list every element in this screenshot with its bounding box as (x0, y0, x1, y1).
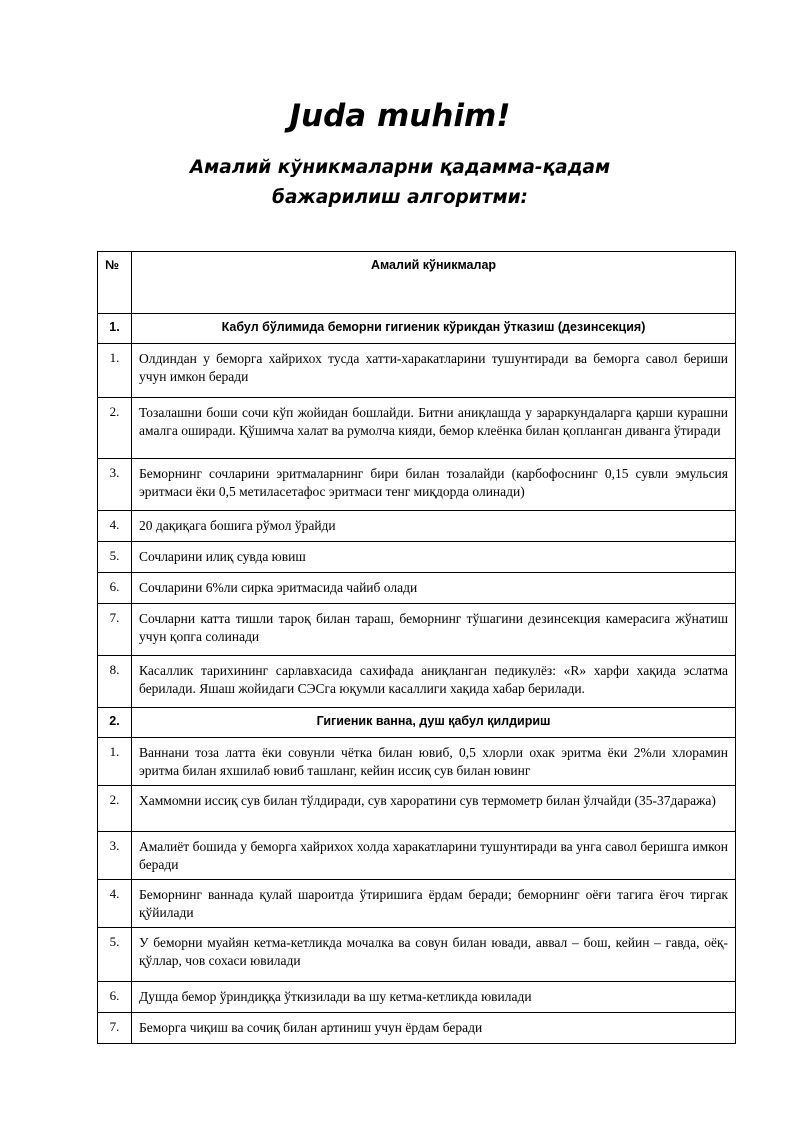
section-row (98, 708, 736, 738)
section-number: 2. (98, 708, 132, 738)
step-text: Олдиндан у беморга хайрихох тусда хатти-харакатларини тушунтиради ва беморга савол бериши учун имкон беради (132, 344, 736, 398)
section-title: Кабул бўлимида беморни гигиеник кўрикдан ўтказиш (дезинсекция) (132, 314, 736, 344)
table-row (98, 604, 736, 656)
step-text: У беморни муайян кетма-кетликда мочалка ва совун билан ювади, аввал – бош, кейин – гавда, оёқ-қўллар, чов сохаси ювилади (132, 928, 736, 982)
step-number: 8. (98, 656, 132, 708)
step-text: Сочларини 6%ли сирка эритмасида чайиб олади (132, 573, 736, 604)
step-number: 4. (98, 880, 132, 928)
step-number: 4. (98, 511, 132, 542)
table-row (98, 880, 736, 928)
step-text: Касаллик тарихининг сарлавхасида сахифада аниқланган педикулёз: «R» харфи хақида эслатма берилади. Яшаш жойидаги СЭСга юқумли касаллиги хақида хабар берилади. (132, 656, 736, 708)
table-row (98, 542, 736, 573)
section-row (98, 314, 736, 344)
table-row (98, 656, 736, 708)
step-text: Беморнинг ваннада қулай шароитда ўтиришига ёрдам беради; беморнинг оёғи тагига ёғоч тиргак қўйилади (132, 880, 736, 928)
table-row (98, 459, 736, 511)
step-number: 5. (98, 928, 132, 982)
step-number: 7. (98, 604, 132, 656)
step-text: Тозалашни боши сочи кўп жойидан бошлайди. Битни аниқлашда у зараркундаларга қарши курашни амалга оширади. Қўшимча халат ва румолча кияди, бемор клеёнка билан қопланган диванга ўтиради (132, 398, 736, 459)
table-row (98, 786, 736, 832)
step-text: Хаммомни иссиқ сув билан тўлдиради, сув хароратини сув термометр билан ўлчайди (35-37даража) (132, 786, 736, 832)
step-text: Сочларини илиқ сувда ювиш (132, 542, 736, 573)
step-number: 5. (98, 542, 132, 573)
step-text: Ваннани тоза латта ёки совунли чётка билан ювиб, 0,5 хлорли охак эритма ёки 2%ли хлорамин эритма билан яхшилаб ювиб ташланг, кейин иссиқ сув билан ювинг (132, 738, 736, 786)
table-row (98, 398, 736, 459)
table-row (98, 1013, 736, 1044)
step-number: 3. (98, 459, 132, 511)
table-row (98, 511, 736, 542)
step-number: 6. (98, 982, 132, 1013)
table-header-row (98, 252, 736, 314)
table-row (98, 928, 736, 982)
step-number: 3. (98, 832, 132, 880)
header-title: Амалий кўникмалар (132, 252, 736, 314)
step-text: Душда бемор ўриндиққа ўткизилади ва шу кетма-кетликда ювилади (132, 982, 736, 1013)
skills-table (97, 251, 736, 1044)
step-text: Амалиёт бошида у беморга хайрихох холда харакатларини тушунтиради ва унга савол беришга имкон беради (132, 832, 736, 880)
step-text: Беморга чиқиш ва сочиқ билан артиниш учун ёрдам беради (132, 1013, 736, 1044)
step-number: 2. (98, 398, 132, 459)
table-row (98, 738, 736, 786)
step-number: 7. (98, 1013, 132, 1044)
section-title: Гигиеник ванна, душ қабул қилдириш (132, 708, 736, 738)
step-number: 1. (98, 344, 132, 398)
step-text: Сочларни катта тишли тароқ билан тараш, беморнинг тўшагини дезинсекция камерасига жўнатиш учун қопга солинади (132, 604, 736, 656)
page-subtitle: Амалий кўникмаларни қадамма-қадам бажарилиш алгоритми: (189, 157, 611, 208)
table-row (98, 982, 736, 1013)
table-row (98, 573, 736, 604)
step-number: 1. (98, 738, 132, 786)
section-number: 1. (98, 314, 132, 344)
step-number: 2. (98, 786, 132, 832)
step-text: 20 дақиқага бошига рўмол ўрайди (132, 511, 736, 542)
table-row (98, 832, 736, 880)
header-number: № (98, 252, 132, 314)
table-row (98, 344, 736, 398)
step-text: Беморнинг сочларини эритмаларнинг бири билан тозалайди (карбофоснинг 0,15 сувли эмульсия эритмаси ёки 0,5 метиласетафос эритмаси тенг миқдорда олинади) (132, 459, 736, 511)
page-title: Juda muhim! (289, 98, 511, 134)
step-number: 6. (98, 573, 132, 604)
